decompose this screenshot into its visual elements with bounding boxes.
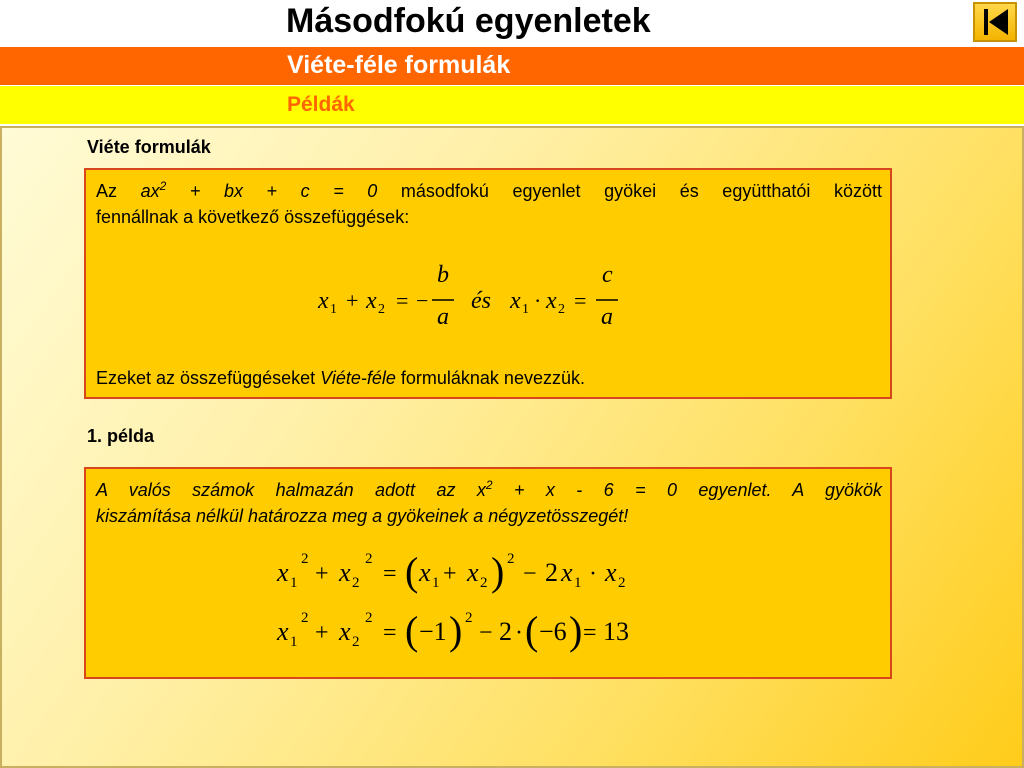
intro-equation: + bx + c = 0 (189, 181, 378, 201)
s1-x1: x (277, 558, 289, 587)
s2-equals2: = (583, 620, 597, 646)
s2-two: 2 (499, 617, 512, 646)
intro-text-1: másodfokú egyenlet gyökei és együtthatói között (400, 181, 882, 201)
s1-sub6: 2 (618, 575, 626, 591)
s1-minus: − (523, 561, 537, 587)
intro-ax: ax (140, 181, 160, 201)
s2-lparen2: ( (525, 608, 539, 653)
intro-az: Az (96, 181, 118, 201)
f-x4: x (546, 288, 557, 314)
solution-line-1 (271, 543, 651, 595)
f-a1: a (437, 304, 449, 330)
subtitle: Viéte-féle formulák (287, 51, 511, 79)
s1-dot: · (589, 561, 597, 587)
s2-sq3: 2 (465, 610, 473, 626)
closing-after: formuláknak nevezzük. (400, 368, 585, 388)
f-es: és (471, 288, 491, 314)
s1-sub5: 1 (574, 575, 582, 591)
s1-x4: x (467, 558, 479, 587)
viete-heading: Viéte formulák (87, 137, 211, 157)
example-heading: 1. példa (87, 426, 155, 446)
s2-lparen1: ( (405, 608, 419, 653)
f-b: b (437, 262, 449, 288)
task-line-1 (96, 477, 882, 503)
s2-x1: x (277, 617, 289, 646)
f-minus: − (416, 288, 429, 313)
s1-x5: x (561, 558, 573, 587)
f-a2: a (601, 304, 613, 330)
s1-x2: x (339, 558, 351, 587)
section-bar (0, 86, 1024, 124)
s1-sq2: 2 (365, 551, 373, 567)
s1-plus2: + (443, 561, 457, 587)
s2-dot: · (515, 620, 523, 646)
s1-sub4: 2 (480, 575, 488, 591)
s2-minus: − (479, 620, 493, 646)
s1-x3: x (419, 558, 431, 587)
s1-sub2: 2 (352, 575, 360, 591)
s1-plus1: + (315, 561, 329, 587)
viete-box (84, 168, 892, 399)
f-plus: + (346, 288, 359, 313)
skip-back-icon (975, 4, 1015, 40)
section-title: Példák (287, 93, 355, 116)
s1-rparen: ) (491, 549, 505, 594)
s2-sq1: 2 (301, 610, 309, 626)
task-exp: 2 (485, 478, 493, 492)
s1-sq3: 2 (507, 551, 515, 567)
subtitle-bar (0, 47, 1024, 85)
intro-exp: 2 (159, 179, 167, 193)
back-button[interactable] (973, 2, 1017, 42)
s2-x2: x (339, 617, 351, 646)
f-dot: · (534, 288, 542, 313)
viete-intro (96, 178, 882, 230)
s1-lparen: ( (405, 549, 419, 594)
task-line-2: kiszámítása nélkül határozza meg a gyökeinek a négyzetösszegét! (96, 506, 629, 526)
s2-rparen1: ) (449, 608, 463, 653)
page-title: Másodfokú egyenletek (286, 2, 651, 40)
s2-sub1: 1 (290, 634, 298, 650)
s2-rparen2: ) (569, 608, 583, 653)
example-box (84, 467, 892, 679)
s2-result: 13 (603, 617, 629, 646)
viete-closing (96, 368, 585, 389)
s2-neg-one: −1 (419, 617, 447, 646)
s1-sq1: 2 (301, 551, 309, 567)
f-sub4: 2 (558, 302, 565, 317)
s1-two: 2 (545, 558, 558, 587)
f-sub1: 1 (330, 302, 337, 317)
f-x3: x (510, 288, 521, 314)
example-task (96, 477, 882, 529)
f-equals: = (396, 288, 409, 313)
s1-x6: x (605, 558, 617, 587)
closing-before: Ezeket az összefüggéseket (96, 368, 316, 388)
title-bar (0, 0, 1024, 46)
f-c: c (602, 262, 613, 288)
s2-sub2: 2 (352, 634, 360, 650)
viete-formula (306, 258, 646, 338)
s2-plus: + (315, 620, 329, 646)
task-line-1a: A valós számok halmazán adott az x (96, 480, 486, 500)
task-line-1b: + x - 6 = 0 egyenlet. A gyökök (513, 480, 882, 500)
f-x2: x (366, 288, 377, 314)
s1-sub1: 1 (290, 575, 298, 591)
f-sub2: 2 (378, 302, 385, 317)
f-sub3: 1 (522, 302, 529, 317)
intro-text-2: fennállnak a következő összefüggések: (96, 207, 410, 227)
s2-sq2: 2 (365, 610, 373, 626)
viete-intro-line-1 (96, 178, 882, 204)
s2-equals1: = (383, 620, 397, 646)
solution-line-2 (271, 602, 651, 654)
f-equals-2: = (574, 288, 587, 313)
s2-neg-six: −6 (539, 617, 567, 646)
f-x1: x (318, 288, 329, 314)
s1-sub3: 1 (432, 575, 440, 591)
s1-equals: = (383, 561, 397, 587)
closing-italic: Viéte-féle (320, 368, 396, 388)
